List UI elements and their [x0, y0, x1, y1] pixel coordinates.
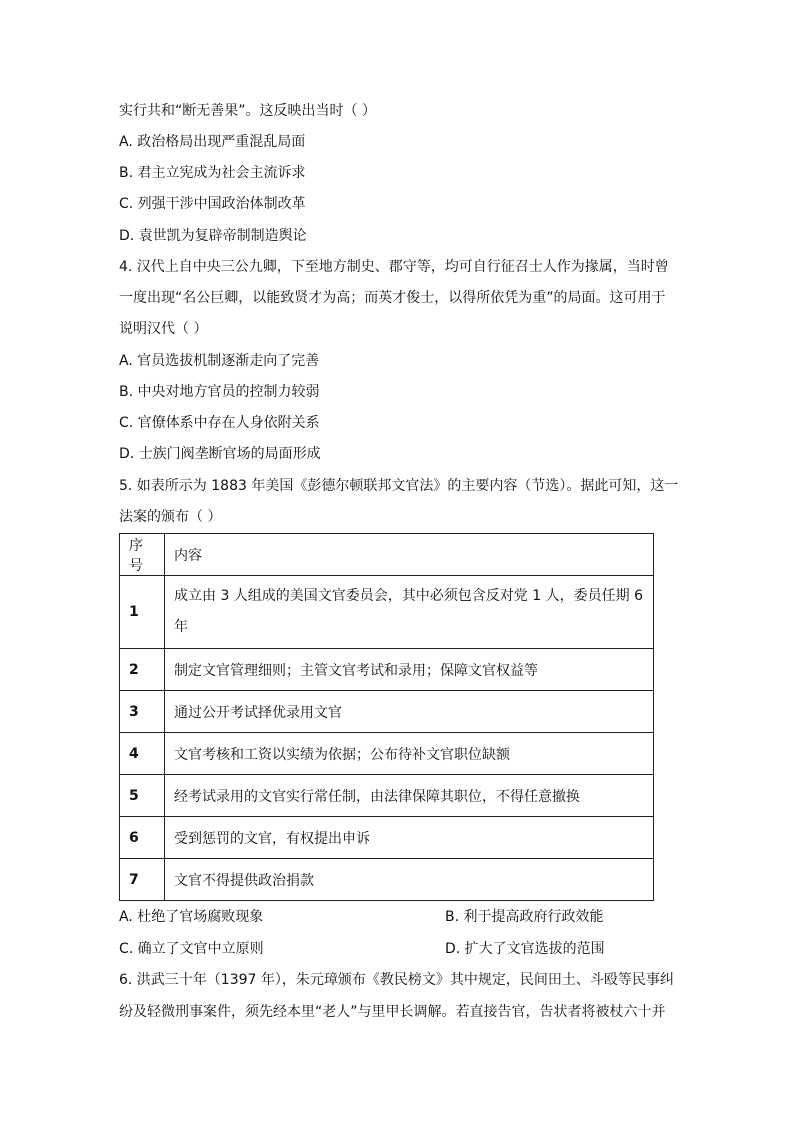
q3-option-c: C. 列强干涉中国政治体制改革: [119, 196, 306, 212]
table-cell-content: 文官考核和工资以实绩为依据；公布待补文官职位缺额: [165, 733, 654, 775]
q4-option-d: D. 士族门阀垄断官场的局面形成: [119, 446, 321, 462]
q3-stem-tail: 实行共和“断无善果”。这反映出当时（ ）: [119, 103, 376, 119]
table-cell-line: 成立由 3 人组成的美国文官委员会，其中必须包含反对党 1 人，委员任期 6: [174, 588, 643, 604]
table-header-content: 内容: [165, 534, 654, 576]
table-cell-line: 年: [174, 619, 188, 635]
q4-option-b: B. 中央对地方官员的控制力较弱: [119, 384, 320, 400]
table-cell-content: 经考试录用的文官实行常任制，由法律保障其职位，不得任意撤换: [165, 775, 654, 817]
table-cell-no: 4: [120, 733, 165, 775]
q5-option-b: B. 利于提高政府行政效能: [445, 909, 604, 925]
table-cell-content: 受到惩罚的文官，有权提出申诉: [165, 817, 654, 859]
q4-stem-line-1: 4. 汉代上自中央三公九卿，下至地方制史、郡守等，均可自行征召士人作为掾属，当时曾: [119, 259, 669, 275]
table-row: [120, 775, 654, 817]
q3-option-b: B. 君主立宪成为社会主流诉求: [119, 165, 306, 181]
q5-option-c: C. 确立了文官中立原则: [119, 941, 264, 957]
table-row: [120, 733, 654, 775]
q3-option-a: A. 政治格局出现严重混乱局面: [119, 134, 306, 150]
table-row: [120, 859, 654, 901]
table-cell-content: 通过公开考试择优录用文官: [165, 691, 654, 733]
q6-stem-line-2: 纷及轻微刑事案件，须先经本里“老人”与里甲长调解。若直接告官，告状者将被杖六十并: [119, 1004, 666, 1020]
table-cell-content: 制定文官管理细则；主管文官考试和录用；保障文官权益等: [165, 649, 654, 691]
table-row: [120, 691, 654, 733]
q5-option-a: A. 杜绝了官场腐败现象: [119, 909, 264, 925]
table-cell-no: 5: [120, 775, 165, 817]
table-header-no: 序号: [120, 534, 165, 576]
q4-option-a: A. 官员选拔机制逐渐走向了完善: [119, 353, 320, 369]
q6-stem-line-1: 6. 洪武三十年（1397 年），朱元璋颁布《教民榜文》其中规定，民间田土、斗殴等民事纠: [119, 972, 674, 988]
q5-table: [119, 533, 654, 901]
table-cell-content: [165, 576, 654, 649]
q4-stem-line-3: 说明汉代（ ）: [119, 321, 208, 337]
q5-stem-line-1: 5. 如表所示为 1883 年美国《彭德尔顿联邦文官法》的主要内容（节选）。据此可知，这一: [119, 478, 679, 494]
table-cell-no: 2: [120, 649, 165, 691]
q5-option-d: D. 扩大了文官选拔的范围: [445, 941, 605, 957]
table-cell-no: 1: [120, 576, 165, 649]
table-cell-no: 6: [120, 817, 165, 859]
q4-option-c: C. 官僚体系中存在人身依附关系: [119, 415, 320, 431]
table-row: [120, 817, 654, 859]
table-cell-content: 文官不得提供政治捐款: [165, 859, 654, 901]
table-row: [120, 576, 654, 649]
q4-stem-line-2: 一度出现“名公巨卿，以能致贤才为高；而英才俊士，以得所依凭为重”的局面。这可用于: [119, 290, 666, 306]
q3-option-d: D. 袁世凯为复辟帝制制造舆论: [119, 228, 307, 244]
q5-stem-line-2: 法案的颁布（ ）: [119, 509, 222, 525]
table-row: [120, 649, 654, 691]
table-cell-no: 7: [120, 859, 165, 901]
table-cell-no: 3: [120, 691, 165, 733]
table-header-row: [120, 534, 654, 576]
